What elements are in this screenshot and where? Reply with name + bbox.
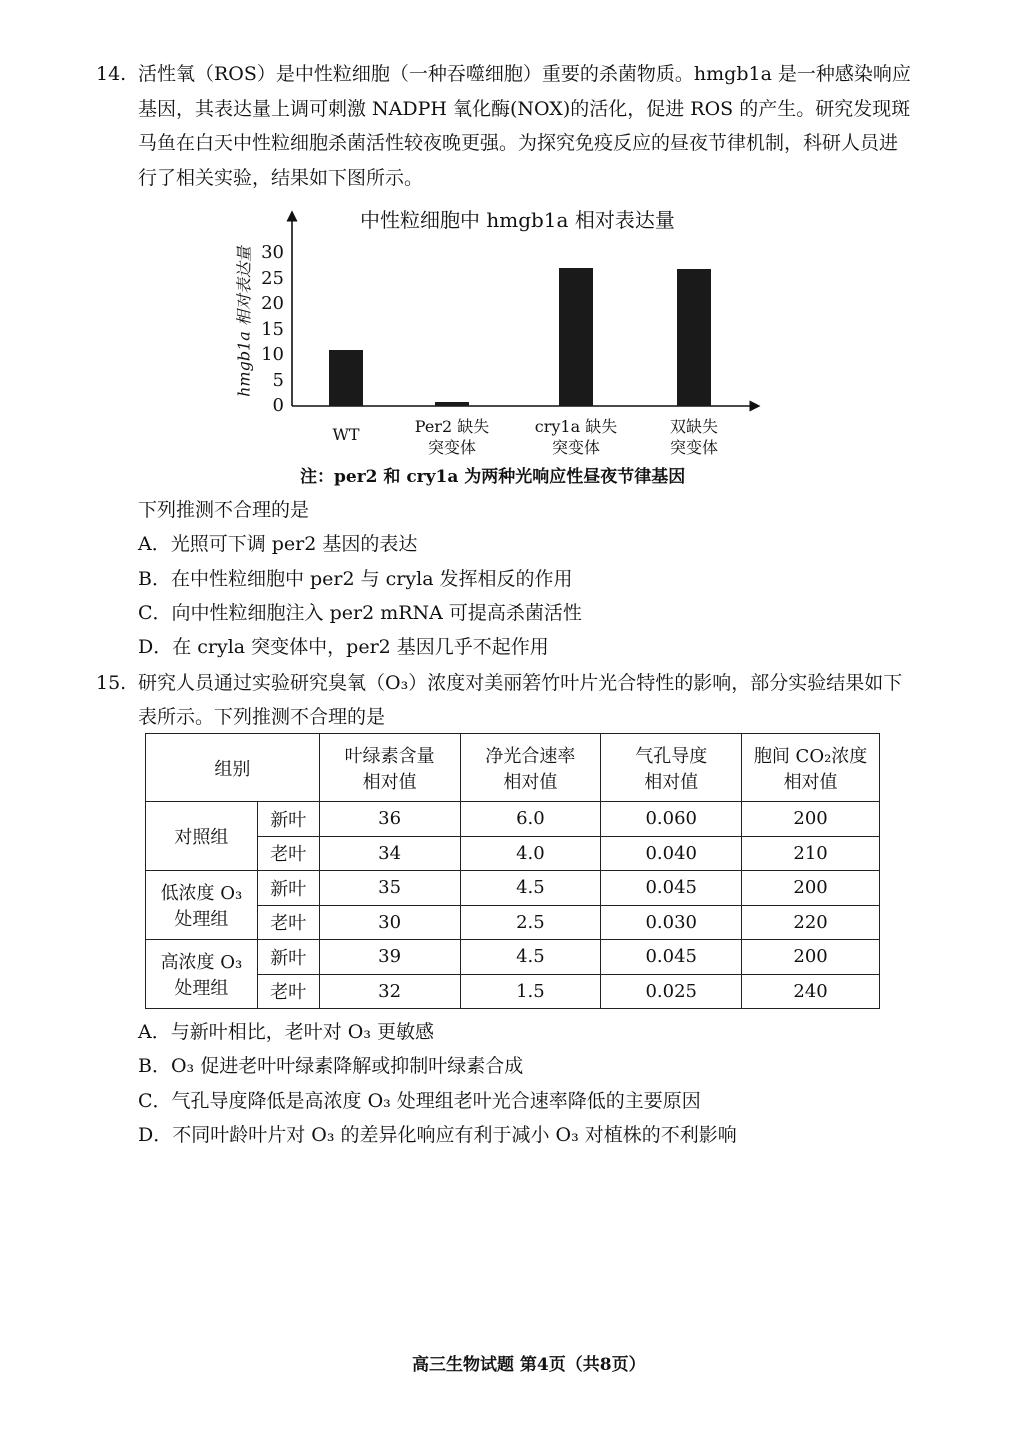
x-category-line: WT [332,425,360,444]
x-category-label [291,424,401,445]
x-category-line: Per2 缺失 [414,417,490,436]
bar-2 [559,268,593,406]
value-cell: 240 [742,974,880,1009]
q14-option-c: C．向中性粒细胞注入 per2 mRNA 可提高杀菌活性 [138,602,582,624]
y-axis-label: hmgb1a 相对表达量 [234,246,254,397]
x-category-label [521,416,631,458]
leaf-cell: 新叶 [257,871,319,906]
y-tick-label: 0 [272,395,284,416]
q15-option-b: B．O₃ 促进老叶叶绿素降解或抑制叶绿素合成 [138,1055,524,1077]
table-header-row [146,734,880,802]
x-category-line: 突变体 [427,438,476,457]
col-header-stomatal-conductance: 气孔导度 相对值 [601,734,742,802]
value-cell: 1.5 [460,974,601,1009]
value-cell: 36 [319,802,460,837]
group-label-control: 对照组 [146,802,258,871]
q14-option-b: B．在中性粒细胞中 per2 与 cryla 发挥相反的作用 [138,568,573,590]
value-cell: 32 [319,974,460,1009]
value-cell: 35 [319,871,460,906]
chart-title: 中性粒细胞中 hmgb1a 相对表达量 [360,208,675,232]
y-tick-label: 10 [261,344,284,365]
value-cell: 2.5 [460,905,601,940]
bar-1 [435,402,469,406]
table-row [146,871,880,906]
q14-option-a: A．光照可下调 per2 基因的表达 [138,533,418,555]
chart-note: 注：per2 和 cry1a 为两种光响应性昼夜节律基因 [300,467,686,487]
value-cell: 0.045 [601,871,742,906]
q15-number: 15. [96,672,127,694]
results-table [145,733,880,1009]
col-header-chlorophyll: 叶绿素含量 相对值 [319,734,460,802]
y-tick-label: 20 [261,293,284,314]
q15-option-c: C．气孔导度降低是高浓度 O₃ 处理组老叶光合速率降低的主要原因 [138,1090,701,1112]
page-footer: 高三生物试题 第4页（共8页） [412,1355,646,1375]
value-cell: 0.060 [601,802,742,837]
table-row [146,802,880,837]
q14-stem-line-1: 活性氧（ROS）是中性粒细胞（一种吞噬细胞）重要的杀菌物质。hmgb1a 是一种感染响应 [138,63,911,85]
y-tick-label: 30 [261,242,284,263]
x-category-line: 突变体 [551,438,600,457]
q14-stem-line-4: 行了相关实验，结果如下图所示。 [138,167,424,189]
leaf-cell: 新叶 [257,940,319,975]
value-cell: 34 [319,836,460,871]
bar-0 [329,350,363,406]
y-tick-label: 25 [261,267,284,289]
value-cell: 4.5 [460,940,601,975]
y-tick-label: 5 [272,369,284,391]
x-category-label [397,416,507,458]
value-cell: 30 [319,905,460,940]
leaf-cell: 老叶 [257,836,319,871]
col-header-intercellular-co2: 胞间 CO₂浓度 相对值 [742,734,880,802]
q14-stem-line-3: 马鱼在白天中性粒细胞杀菌活性较夜晚更强。为探究免疫反应的昼夜节律机制，科研人员进 [138,132,899,154]
value-cell: 4.0 [460,836,601,871]
q15-option-d: D．不同叶龄叶片对 O₃ 的差异化响应有利于减小 O₃ 对植株的不利影响 [138,1124,737,1146]
value-cell: 0.025 [601,974,742,1009]
table-row [146,940,880,975]
value-cell: 39 [319,940,460,975]
value-cell: 0.045 [601,940,742,975]
x-category-line: cry1a 缺失 [534,417,618,436]
bar-3 [677,269,711,406]
value-cell: 220 [742,905,880,940]
group-label-low-o3: 低浓度 O₃ 处理组 [146,871,258,940]
value-cell: 210 [742,836,880,871]
value-cell: 0.030 [601,905,742,940]
q14-option-d: D．在 cryla 突变体中，per2 基因几乎不起作用 [138,636,549,658]
value-cell: 0.040 [601,836,742,871]
value-cell: 200 [742,802,880,837]
group-label-high-o3: 高浓度 O₃ 处理组 [146,940,258,1009]
value-cell: 200 [742,940,880,975]
q14-number: 14. [96,63,127,85]
q15-stem-line-1: 研究人员通过实验研究臭氧（O₃）浓度对美丽箬竹叶片光合特性的影响，部分实验结果如下 [138,672,903,694]
leaf-cell: 老叶 [257,974,319,1009]
q14-stem-line-2: 基因，其表达量上调可刺激 NADPH 氧化酶(NOX)的活化，促进 ROS 的产生。研究发现斑 [138,98,911,120]
x-category-line: 双缺失 [669,417,718,436]
value-cell: 6.0 [460,802,601,837]
value-cell: 200 [742,871,880,906]
col-header-net-photosynthesis: 净光合速率 相对值 [460,734,601,802]
bar-chart [220,200,780,470]
group-header: 组别 [146,734,320,802]
q14-question: 下列推测不合理的是 [138,499,310,521]
x-category-line: 突变体 [669,438,718,457]
q15-stem-line-2: 表所示。下列推测不合理的是 [138,706,386,728]
leaf-cell: 新叶 [257,802,319,837]
q15-option-a: A．与新叶相比，老叶对 O₃ 更敏感 [138,1021,434,1043]
y-tick-label: 15 [261,318,284,340]
leaf-cell: 老叶 [257,905,319,940]
value-cell: 4.5 [460,871,601,906]
x-category-label [639,416,749,458]
